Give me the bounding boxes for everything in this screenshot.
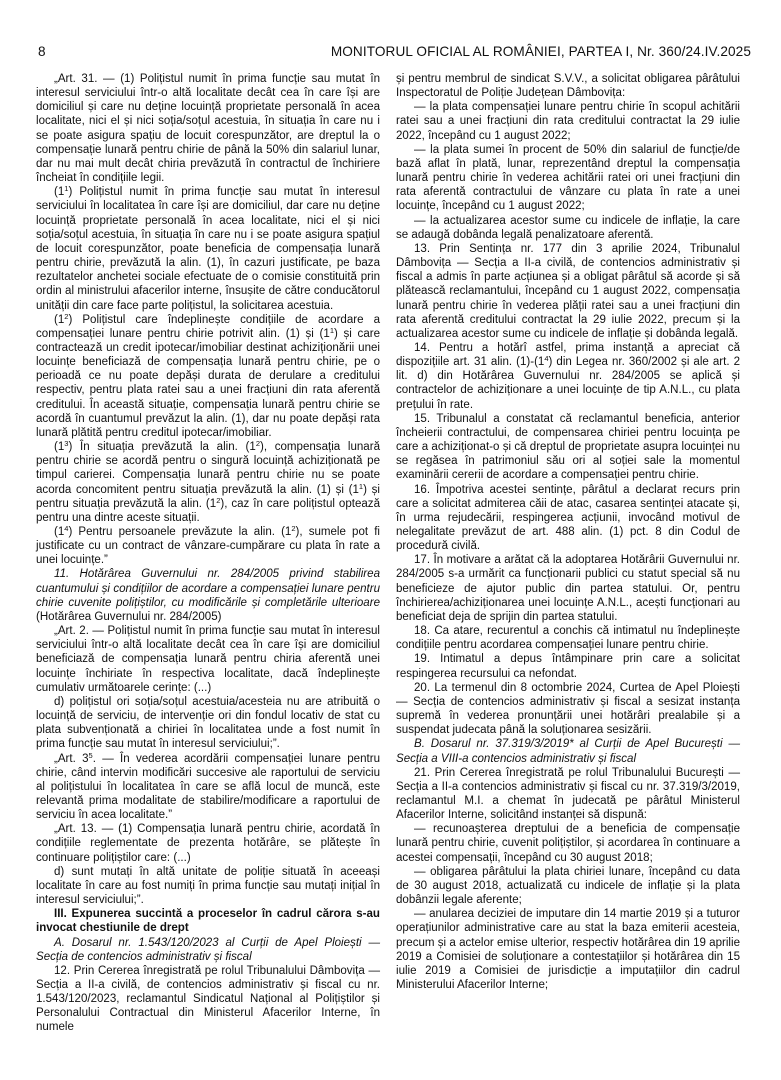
paragraph-12-continued: și pentru membrul de sindicat S.V.V., a solicitat obligarea pârâtului Inspectoratul de Poliție Județean Dâmbovița:	[396, 73, 740, 100]
publication-title: MONITORUL OFICIAL AL ROMÂNIEI, PARTEA I, Nr. 360/24.IV.2025	[330, 44, 751, 59]
hg-article-2-letter-d: d) polițistul ori soția/soțul acestuia/acesteia nu are atribuită o locuință de serviciu, de intervenție ori din fondul locativ de stat cu plata subvenționată a chiriei în localitatea unde a fost numit în prima funcție sau mutat în interesul serviciului;”.	[36, 695, 380, 751]
paragraph-17: 17. În motivare a arătat că la adoptarea Hotărârii Guvernului nr. 284/2005 s-a urmărit ca funcționarii publici cu statut special să nu beneficieze de ajutor public din partea statului. Or, pentru închirierea/achiziționarea unei locuințe A.N.L., acești funcționari au beneficiat deja de sprijin din partea statului.	[396, 554, 740, 623]
article-31-paragraph-1: „Art. 31. — (1) Polițistul numit în prima funcție sau mutat în interesul serviciului într-o altă localitate decât cea în care își are domiciliul și care nu deține locuință proprietate personală în acea localitate, nici el și nici soția/soțul acestuia, în situația în care nu i se poate asigura spațiu de locuit corespunzător, are dreptul la o compensație lunară pentru chirie de până la 50% din salariul lunar, dar nu mai mult decât chiria prevăzută în contractul de închiriere încheiat în condițiile legii.	[36, 73, 380, 185]
hg-284-2005-heading: 11. Hotărârea Guvernului nr. 284/2005 privind stabilirea cuantumului și condițiilor de acordare a compensației lunare pentru chirie cuvenite polițiștilor, cu modificările și completările ulterioare (Hotărârea Guvernului nr. 284/2005)	[36, 568, 380, 623]
paragraph-19: 19. Intimatul a depus întâmpinare prin care a solicitat respingerea recursului ca nefondat.	[396, 653, 740, 680]
request-item-1: — recunoașterea dreptului de a beneficia de compensație lunară pentru chirie, cuvenit polițiștilor, și acordarea în continuare a acestei compensații, începând cu 30 august 2018;	[396, 823, 740, 864]
article-31-paragraph-1-3: $(1^3)$ În situația prevăzută la alin. $(1^2)$, compensația lunară pentru chirie se acordă pentru o singură locuință achiziționată pe timpul carierei. Compensația lunară pentru chirie nu se poate acorda concomitent pentru situația prevăzută la alin. (1) și $(1^1)$ și pentru situația prevăzută la alin. $(1^2)$, caz în care polițistul optează pentru una dintre aceste situații.	[36, 439, 380, 524]
section-iii-heading: III. Expunerea succintă a proceselor în cadrul cărora s-au invocat chestiunile de drept	[36, 908, 380, 935]
claim-item-2: — la plata sumei în procent de 50% din salariul de funcție/de bază aflat în plată, lunar, reprezentând dreptul la compensația lunară pentru chirie în vederea achitării ratei ori unei fracțiuni din rata aferentă contractului de vânzare cu plata în rate a unei locuințe, începând cu 1 august 2022;	[396, 143, 740, 213]
paragraph-20: 20. La termenul din 8 octombrie 2024, Curtea de Apel Ploiești — Secția de contencios administrativ și fiscal a sesizat instanța supremă în vederea pronunțării unei hotărâri prealabile și a suspendat judecata până la soluționarea sesizării.	[396, 681, 740, 737]
hg-article-13: „Art. 13. — (1) Compensația lunară pentru chirie, acordată în condițiile reglementate de prezenta hotărâre, se plătește în continuare polițiștilor care: (...)	[36, 823, 380, 864]
paragraph-18: 18. Ca atare, recurentul a conchis că intimatul nu îndeplinește condițiile pentru acordarea compensației lunare pentru chirie.	[396, 625, 740, 652]
case-a-heading: A. Dosarul nr. 1.543/120/2023 al Curții de Apel Ploiești — Secția de contencios administrativ și fiscal	[36, 936, 380, 963]
page-number: 8	[38, 44, 46, 59]
paragraph-15: 15. Tribunalul a constatat că reclamantul beneficia, anterior încheierii contractului, de compensarea chiriei pentru locuința pe care a achiziționat-o și că dreptul de proprietate asupra locuinței nu se regăsea în patrimoniul său ori al soției sale la momentul examinării cererii de acordare a compensației pentru chirie.	[396, 412, 740, 482]
right-column	[396, 72, 740, 992]
paragraph-16: 16. Împotriva acestei sentințe, pârâtul a declarat recurs prin care a solicitat admiterea căii de atac, casarea sentinței atacate și, în urma rejudecării, respingerea acțiunii, invocând motivul de nelegalitate prevăzut de art. 488 alin. (1) pct. 8 din Codul de procedură civilă.	[396, 483, 740, 553]
request-item-3: — anularea deciziei de imputare din 14 martie 2019 și a tuturor operațiunilor administrative care au stat la baza emiterii acesteia, precum și a actelor emise ulterior, respectiv hotărârea din 19 aprilie 2019 a Comisiei de soluționare a contestațiilor și hotărârea din 15 iulie 2019 a Comisiei de jurisdicție a imputațiilor din cadrul Ministerului Afacerilor Interne;	[396, 908, 740, 991]
article-31-paragraph-1-4: $(1^4)$ Pentru persoanele prevăzute la alin. $(1^2)$, sumele pot fi justificate cu un contract de vânzare-cumpărare cu plata în rate a unei locuințe.”	[36, 524, 380, 567]
paragraph-13: 13. Prin Sentința nr. 177 din 3 aprilie 2024, Tribunalul Dâmbovița — Secția a II-a civilă, de contencios administrativ și fiscal a admis în parte acțiunea și a obligat pârâtul să acorde și să plătească reclamantului, începând cu 1 august 2022, compensația lunară pentru chirie în vederea plății ratei sau a unei fracțiuni din rata aferentă creditului contractat la 29 iulie 2022, precum și la actualizarea acestor sume cu indicele de inflație și dobânda legală.	[396, 242, 740, 340]
paragraph-21: 21. Prin Cererea înregistrată pe rolul Tribunalului București — Secția a II-a contencios administrativ și fiscal cu nr. 37.319/3/2019, reclamantul M.I. a chemat în judecată pe pârâtul Ministerul Afacerilor Interne, solicitând instanței să dispună:	[396, 766, 740, 822]
paragraph-12: 12. Prin Cererea înregistrată pe rolul Tribunalului Dâmbovița — Secția a II-a civilă, de contencios administrativ și fiscal cu nr. 1.543/120/2023, reclamantul Sindicatul Național al Polițiștilor și Personalului Contractual din Ministerul Afacerilor Interne, în numele	[36, 964, 380, 1034]
paragraph-14: 14. Pentru a hotărî astfel, prima instanță a apreciat că dispozițiile art. 31 alin. $(1)-(1^4)$ din Legea nr. 360/2002 și ale art. 2 lit. d) din Hotărârea Guvernului nr. 284/2005 se aplică și contractelor de achiziționare a unei locuințe de tip A.N.L., cu plata prețului în rate.	[396, 341, 740, 411]
case-b-heading: B. Dosarul nr. 37.319/3/2019* al Curții de Apel București — Secția a VIII-a contencios administrativ și fiscal	[396, 738, 740, 765]
hg-article-2: „Art. 2. — Polițistul numit în prima funcție sau mutat în interesul serviciului într-o altă localitate decât cea în care își are domiciliul beneficiază de compensația lunară pentru chiria aferentă unei locuințe închiriate în respectiva localitate, dacă îndeplinește cumulativ următoarele cerințe: (...)	[36, 625, 380, 694]
left-column	[36, 72, 380, 1035]
claim-item-3: — la actualizarea acestor sume cu indicele de inflație, la care se adaugă dobânda legală penalizatoare aferentă.	[396, 214, 740, 241]
article-31-paragraph-1-2: $(1^2)$ Polițistul care îndeplinește condițiile de acordare a compensației lunare pentru chirie potrivit alin. (1) și $(1^1)$ și care contractează un credit ipotecar/imobiliar destinat achiziționării unei locuințe beneficiază de compensația lunară pentru chirie, pe o perioadă ce nu poate depăși durata de derulare a creditului respectiv, pentru plata ratei sau a unei fracțiuni din rata aferentă creditului. În această situație, compensația lunară pentru chirie se acordă în cuantumul prevăzut la alin. (1), dar nu poate depăși rata lunară plătită pentru creditul ipotecar/imobiliar.	[36, 311, 381, 439]
article-31-paragraph-1-1: $(1^1)$ Polițistul numit în prima funcție sau mutat în interesul serviciului în localitatea în care își are domiciliul, dar care nu deține locuință proprietate personală în acea localitate, nici el și nici soția/soțul acestuia, în situația în care nu i se poate asigura spațiul de locuit corespunzător, poate beneficia de compensația lunară pentru chirie, prevăzută la alin. (1), în cazuri justificate, pe baza rezultatelor anchetei sociale efectuate de o comisie constituită prin ordin al ministrului afacerilor interne, însușite de către conducătorul unității din care face parte polițistul, la solicitarea acestuia.	[36, 184, 380, 312]
hg-article-3-5: „Art. $3^5$. — În vederea acordării compensației lunare pentru chirie, când intervin modificări succesive ale raportului de serviciu al polițistului în localitatea în care se află locul de muncă, este relevantă prima modalitate de stabilire/modificare a raportului de serviciu în acea localitate.”	[36, 750, 380, 822]
page-header	[38, 44, 751, 62]
hg-article-13-letter-d: d) sunt mutați în altă unitate de poliție situată în aceeași localitate în care au fost numiți în prima funcție sau mutați inițial în interesul serviciului;”.	[36, 865, 380, 907]
claim-item-1: — la plata compensației lunare pentru chirie în scopul achitării ratei sau a unei fracțiuni din rata creditului contractat la 29 iulie 2022, începând cu 1 august 2022;	[396, 101, 740, 142]
request-item-2: — obligarea pârâtului la plata chiriei lunare, începând cu data de 30 august 2018, actualizată cu indicele de inflație și la plata dobânzii legale aferente;	[396, 865, 740, 907]
